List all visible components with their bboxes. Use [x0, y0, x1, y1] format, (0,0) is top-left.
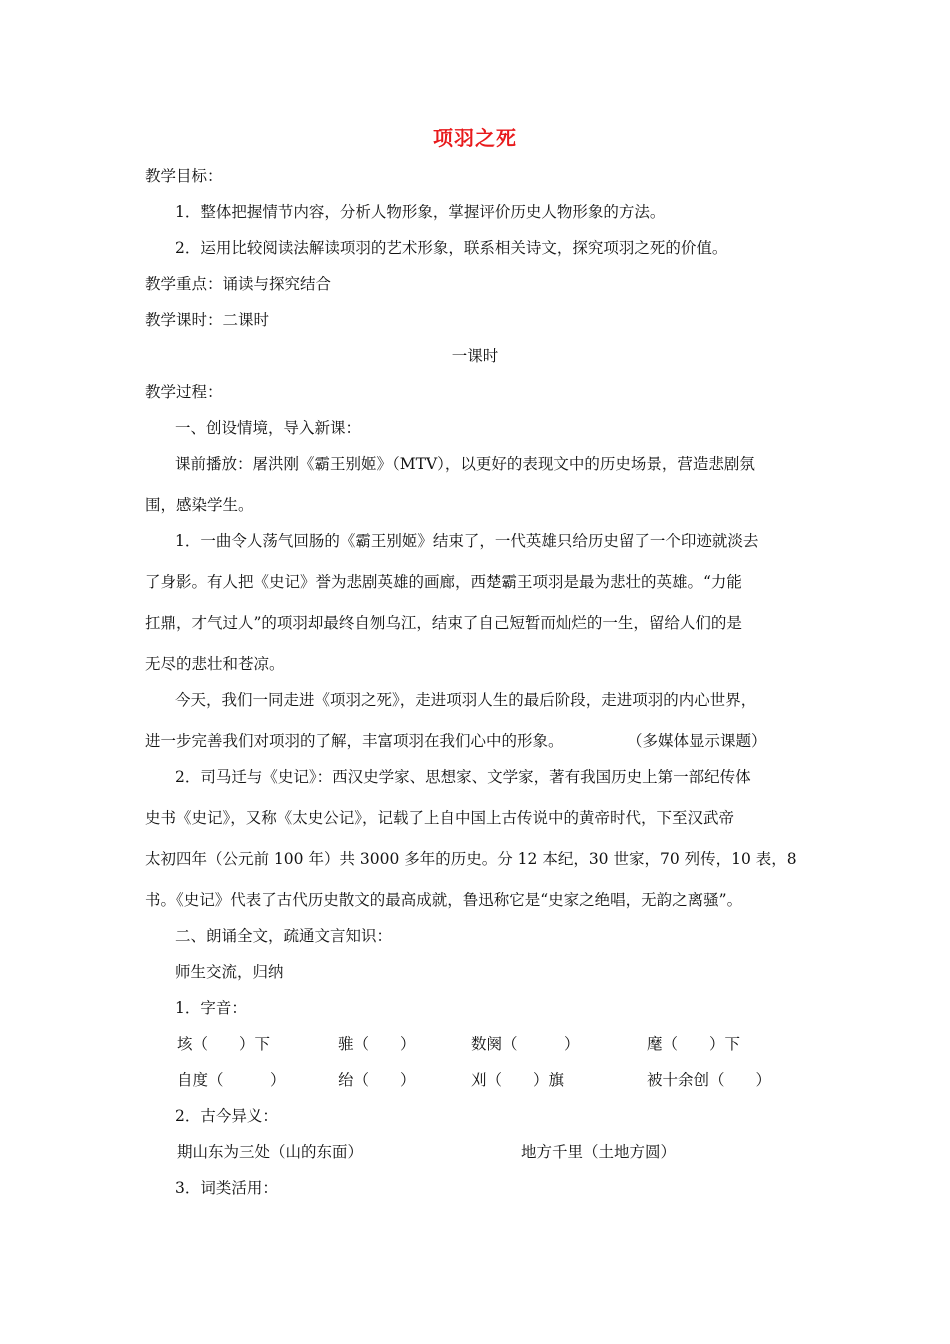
- meaning-item: 地方千里（土地方圆）: [521, 1143, 677, 1161]
- meaning-heading: 2．古今异义：: [175, 1107, 278, 1125]
- preclass-line-1: 课前播放：屠洪刚《霸王别姬》（MTV），以更好的表现文中的历史场景，营造悲剧氛: [175, 455, 755, 473]
- today-line-1: 今天，我们一同走进《项羽之死》，走进项羽人生的最后阶段，走进项羽的内心世界，: [175, 691, 757, 709]
- pronunciation-item: 麾（ ）下: [647, 1035, 741, 1053]
- para1-line-4: 无尽的悲壮和苍凉。: [145, 655, 285, 673]
- document-title: 项羽之死: [433, 126, 517, 150]
- para2-line-1: 2．司马迁与《史记》：西汉史学家、思想家、文学家，著有我国历史上第一部纪传体: [175, 768, 751, 786]
- pronunciation-item: 绐（ ）: [338, 1071, 416, 1089]
- pronunciation-item: 刈（ ）旗: [471, 1071, 565, 1089]
- para2-line-4: 书。《史记》代表了古代历史散文的最高成就，鲁迅称它是“史家之绝唱，无韵之离骚”。: [145, 891, 743, 909]
- para1-line-2: 了身影。有人把《史记》誉为悲剧英雄的画廊，西楚霸王项羽是最为悲壮的英雄。“力能: [145, 573, 742, 591]
- pronunciation-item: 自度（ ）: [177, 1071, 286, 1089]
- section-2-heading: 二、朗诵全文，疏通文言知识：: [175, 927, 393, 945]
- goals-heading: 教学目标：: [145, 167, 223, 185]
- session-heading: 一课时: [451, 347, 499, 365]
- process-heading: 教学过程：: [145, 383, 223, 401]
- para1-line-3: 扛鼎，才气过人”的项羽却最终自刎乌江，结束了自己短暂而灿烂的一生，留给人们的是: [145, 614, 742, 632]
- pronunciation-item: 数阕（ ）: [471, 1035, 580, 1053]
- multimedia-note: （多媒体显示课题）: [627, 732, 767, 750]
- meaning-item: 期山东为三处（山的东面）: [177, 1143, 364, 1161]
- para2-line-2: 史书《史记》，又称《太史公记》，记载了上自中国上古传说中的黄帝时代，下至汉武帝: [145, 809, 735, 827]
- goal-item-1: 1．整体把握情节内容，分析人物形象，掌握评价历史人物形象的方法。: [175, 203, 666, 221]
- teaching-hours: 教学课时：二课时: [145, 311, 270, 329]
- preclass-line-2: 围，感染学生。: [145, 496, 254, 514]
- para1-line-1: 1．一曲令人荡气回肠的《霸王别姬》结束了，一代英雄只给历史留了一个印迹就淡去: [175, 532, 759, 550]
- teaching-focus: 教学重点：诵读与探究结合: [145, 275, 332, 293]
- summary-line: 师生交流，归纳: [175, 963, 284, 981]
- pronunciation-item: 骓（ ）: [338, 1035, 416, 1053]
- section-1-heading: 一、创设情境，导入新课：: [175, 419, 362, 437]
- today-line-2: 进一步完善我们对项羽的了解，丰富项羽在我们心中的形象。: [145, 732, 564, 750]
- goal-item-2: 2．运用比较阅读法解读项羽的艺术形象，联系相关诗文，探究项羽之死的价值。: [175, 239, 728, 257]
- word-class-heading: 3．词类活用：: [175, 1179, 278, 1197]
- pronunciation-item: 垓（ ）下: [177, 1035, 271, 1053]
- para2-line-3: 太初四年（公元前 100 年）共 3000 多年的历史。分 12 本纪，30 世家，70 列传，10 表，8: [145, 850, 797, 868]
- pronunciation-item: 被十余创（ ）: [647, 1071, 772, 1089]
- pronunciation-heading: 1．字音：: [175, 999, 247, 1017]
